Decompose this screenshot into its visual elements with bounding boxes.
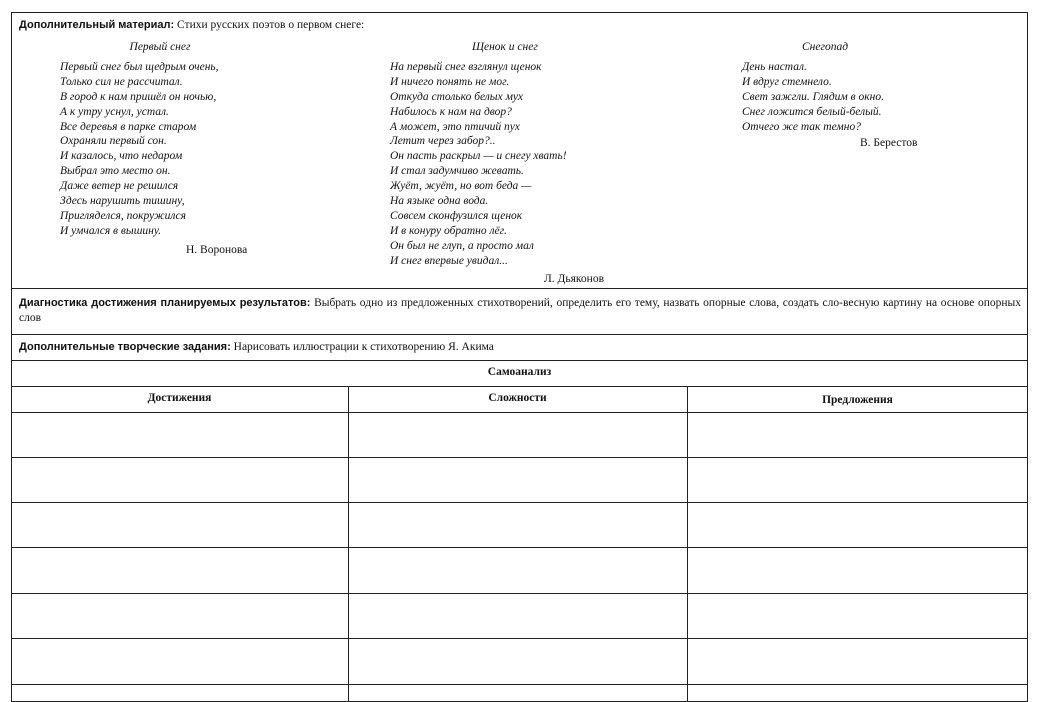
column-header-achievements: Достижения [147,392,212,404]
column-divider [687,386,688,702]
poem-first-snow [60,40,260,239]
poem-line: И ничего понять не мог. [390,75,510,88]
poem-line: Первый снег был щедрым очень, [60,60,219,73]
creative-tasks-description: Нарисовать иллюстрации к стихотворению Я. Акима [233,341,494,353]
poem-author: Л. Дьяконов [544,273,605,285]
poem-line: А может, это птичий пух [390,120,520,133]
extra-material-heading [19,18,1019,33]
section-divider [11,360,1028,361]
poem-line: На языке одна вода. [390,195,489,208]
poem-line: И казалось, что недаром [60,150,183,163]
creative-tasks-label: Дополнительные творческие задания: [19,341,231,353]
poem-snowfall [742,40,962,134]
table-row-line [11,547,1028,548]
poem-line: Все деревья в парке старом [60,120,197,133]
poem-line: И вдруг стемнело. [742,75,832,88]
extra-material-text: Стихи русских поэтов о первом снеге: [177,19,365,31]
poem-line: Здесь нарушить тишину, [60,195,185,208]
poem-line: Снег ложится белый-белый. [742,105,882,118]
table-row-line [11,457,1028,458]
poem-author: Н. Воронова [186,244,248,256]
section-divider [11,334,1028,335]
poem-puppy-and-snow [390,40,640,269]
poem-line: А к утру уснул, устал. [60,105,169,118]
poem-line: На первый снег взглянул щенок [390,60,542,73]
extra-material-label: Дополнительный материал: [19,19,175,31]
poem-author: В. Берестов [860,137,918,149]
poem-line: Охраняли первый сон. [60,135,167,148]
poem-line: Совсем сконфузился щенок [390,209,523,222]
poem-line: Он пасть раскрыл — и снегу хвать! [390,150,567,163]
column-header-suggestions: Предложения [822,394,893,406]
poem-line: День настал. [742,60,807,73]
poem-line: Он был не глуп, а просто мал [390,239,534,252]
table-row-line [11,684,1028,685]
section-divider [11,288,1028,289]
poem-title: Щенок и снег [472,41,538,53]
poem-line: Только сил не рассчитал. [60,75,183,88]
poem-line: Пригляделся, покружился [60,209,186,222]
diagnostics-text [19,296,1021,326]
poem-line: И стал задумчиво жевать. [390,165,524,178]
table-row-line [11,412,1028,413]
table-row-line [11,638,1028,639]
column-header-difficulties: Сложности [488,392,547,404]
table-row-line [11,593,1028,594]
poem-line: И умчался в вышину. [60,224,162,237]
poem-line: Отчего же так темно? [742,120,861,133]
poem-line: Свет зажгли. Глядим в окно. [742,90,884,103]
poem-line: Летит через забор?.. [390,135,496,148]
poem-line: Набилось к нам на двор? [390,105,512,118]
poem-line: Откуда столько белых мух [390,90,523,103]
diagnostics-label: Диагностика достижения планируемых результатов: [19,297,311,309]
poem-line: И снег впервые увидал... [390,254,508,267]
poem-line: И в конуру обратно лёг. [390,224,507,237]
column-divider [348,386,349,702]
table-header-top-line [11,386,1028,387]
poem-line: Выбрал это место он. [60,165,171,178]
creative-tasks-text [19,340,1019,355]
poem-line: В город к нам пришёл он ночью, [60,90,217,103]
diagnostics-description: Выбрать одно из предложенных стихотворений, определить его тему, назвать опорные слова, создать сло-весную картину на основе опорных слов [19,297,1022,324]
poem-line: Даже ветер не решился [60,180,179,193]
poem-line: Жуёт, жуёт, но вот беда — [390,180,532,193]
self-analysis-title: Самоанализ [487,366,552,378]
poem-title: Снегопад [802,41,849,53]
poem-title: Первый снег [129,41,191,53]
table-row-line [11,502,1028,503]
